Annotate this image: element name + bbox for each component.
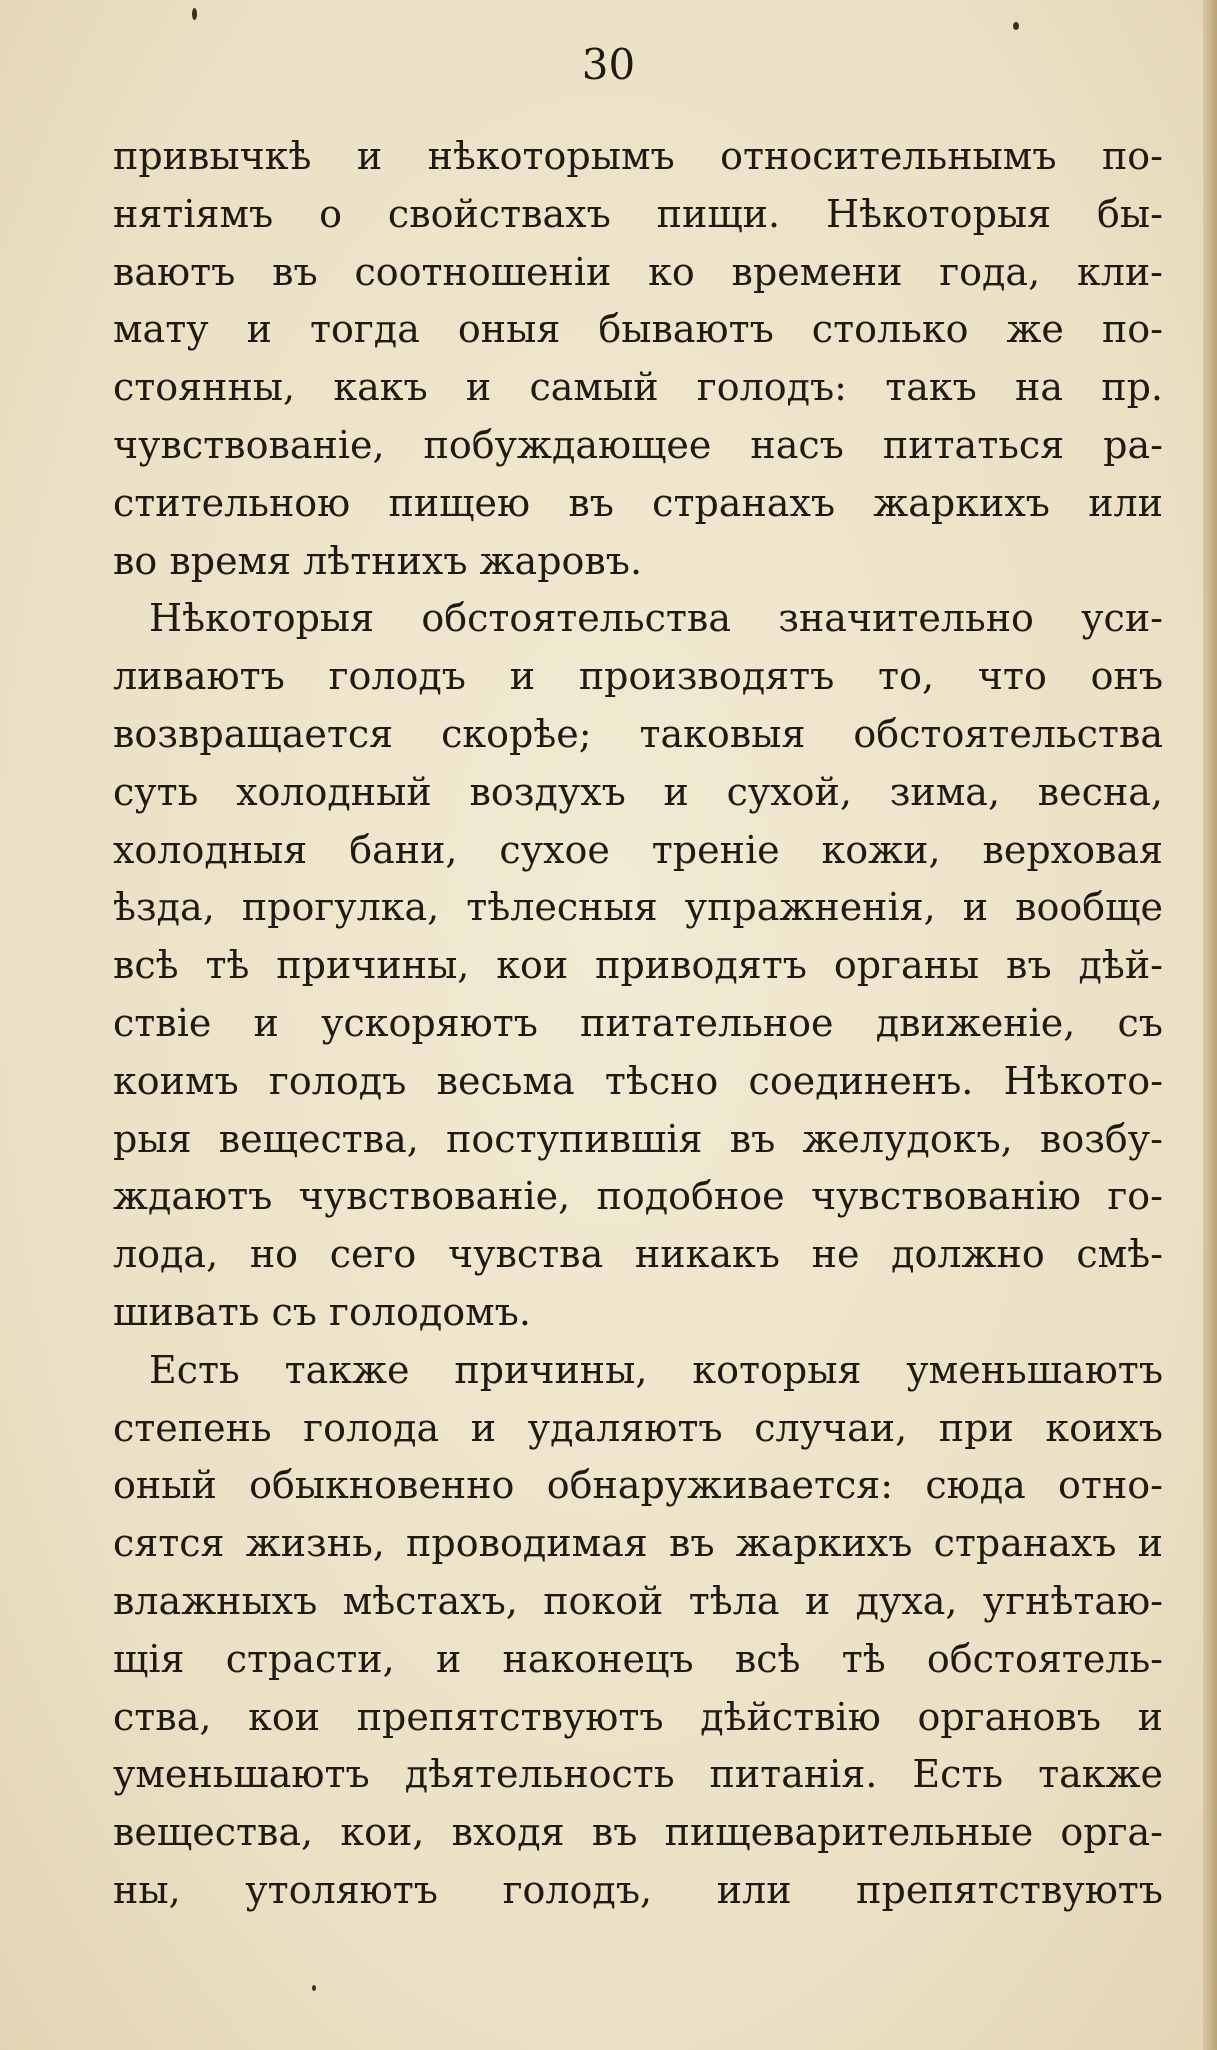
text-line: коимъ голодъ весьма тѣсно соединенъ. Нѣкото-	[113, 1058, 1163, 1103]
text-line: влажныхъ мѣстахъ, покой тѣла и духа, угнѣтаю-	[113, 1578, 1163, 1623]
text-line: нятіямъ о свойствахъ пищи. Нѣкоторыя бы-	[113, 191, 1163, 236]
text-line: мату и тогда оныя бываютъ столько же по-	[113, 307, 1163, 352]
text-line: лода, но сего чувства никакъ не должно смѣ-	[113, 1232, 1163, 1277]
text-line: ны, утоляютъ голодъ, или препятствуютъ	[113, 1867, 1163, 1912]
body-text	[113, 128, 1163, 1920]
text-line: стительною пищею въ странахъ жаркихъ или	[113, 480, 1163, 525]
text-line: сятся жизнь, проводимая въ жаркихъ странахъ и	[113, 1521, 1163, 1566]
text-line: рыя вещества, поступившія въ желудокъ, возбу-	[113, 1116, 1163, 1161]
text-line: Есть также причины, которыя уменьшаютъ	[149, 1347, 1163, 1392]
text-line: ства, кои препятствуютъ дѣйствію органовъ и	[113, 1694, 1163, 1739]
text-line: уменьшаютъ дѣятельность питанія. Есть также	[113, 1752, 1163, 1797]
ink-speck	[1013, 22, 1019, 30]
text-line: ваютъ въ соотношеніи ко времени года, кли-	[113, 249, 1163, 294]
text-line: ѣзда, прогулка, тѣлесныя упражненія, и вообще	[113, 885, 1163, 930]
text-line: щія страсти, и наконецъ всѣ тѣ обстоятель-	[113, 1636, 1163, 1681]
page-number: 30	[581, 40, 636, 89]
text-line: оный обыкновенно обнаруживается: сюда отно-	[113, 1463, 1163, 1508]
text-line: чувствованіе, побуждающее насъ питаться ра-	[113, 422, 1163, 467]
page-edge	[1203, 0, 1217, 2050]
text-line: привычкѣ и нѣкоторымъ относительнымъ по-	[113, 134, 1163, 178]
text-line: степень голода и удаляютъ случаи, при коихъ	[113, 1405, 1163, 1450]
text-line: ствіе и ускоряютъ питательное движеніе, съ	[113, 1000, 1163, 1045]
text-line: стоянны, какъ и самый голодъ: такъ на пр.	[113, 365, 1163, 410]
ink-speck	[192, 8, 197, 20]
text-line: ливаютъ голодъ и производятъ то, что онъ	[113, 654, 1163, 699]
text-line: во время лѣтнихъ жаровъ.	[113, 538, 643, 583]
text-line: холодныя бани, сухое треніе кожи, верховая	[113, 827, 1163, 872]
text-line: шивать съ голодомъ.	[113, 1289, 531, 1334]
ink-speck	[312, 1985, 316, 1991]
text-line: суть холодный воздухъ и сухой, зима, весна,	[113, 769, 1163, 814]
text-line: всѣ тѣ причины, кои приводятъ органы въ дѣй-	[113, 943, 1163, 988]
text-line: возвращается скорѣе; таковыя обстоятельства	[113, 711, 1163, 756]
text-line: Нѣкоторыя обстоятельства значительно уси-	[149, 596, 1163, 641]
text-line: ждаютъ чувствованіе, подобное чувствованію го-	[113, 1174, 1163, 1219]
text-line: вещества, кои, входя въ пищеварительные орга-	[113, 1810, 1163, 1855]
